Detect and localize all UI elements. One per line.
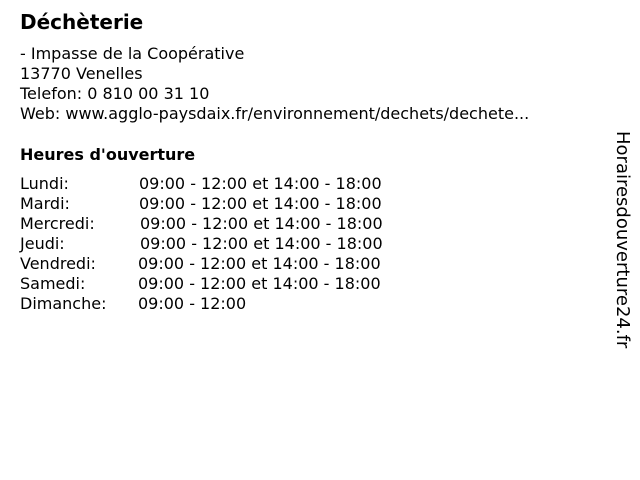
day-label: Mardi: [20,194,70,213]
time-range: 09:00 - 12:00 et 14:00 - 18:00 [139,194,382,213]
time-range: 09:00 - 12:00 et 14:00 - 18:00 [140,234,383,253]
address-city: 13770 Venelles [20,64,143,83]
day-label: Dimanche: [20,294,107,313]
time-range: 09:00 - 12:00 et 14:00 - 18:00 [140,214,383,233]
website-url: Web: www.agglo-paysdaix.fr/environnement/dechets/dechete... [20,104,530,123]
address-street: - Impasse de la Coopérative [20,44,245,63]
time-range: 09:00 - 12:00 et 14:00 - 18:00 [138,274,381,293]
time-range: 09:00 - 12:00 [138,294,247,313]
day-label: Jeudi: [20,234,65,253]
day-label: Lundi: [20,174,69,193]
address-block [20,44,529,124]
opening-hours-heading: Heures d'ouverture [20,145,196,164]
page-title: Déchèterie [20,10,144,34]
phone-number: Telefon: 0 810 00 31 10 [20,84,210,103]
day-label: Vendredi: [20,254,96,273]
day-label: Mercredi: [20,214,95,233]
time-range: 09:00 - 12:00 et 14:00 - 18:00 [139,174,382,193]
day-label: Samedi: [20,274,86,293]
time-range: 09:00 - 12:00 et 14:00 - 18:00 [138,254,381,273]
site-watermark [607,0,637,480]
watermark-text: Horairesdouverture24.fr [612,131,633,349]
